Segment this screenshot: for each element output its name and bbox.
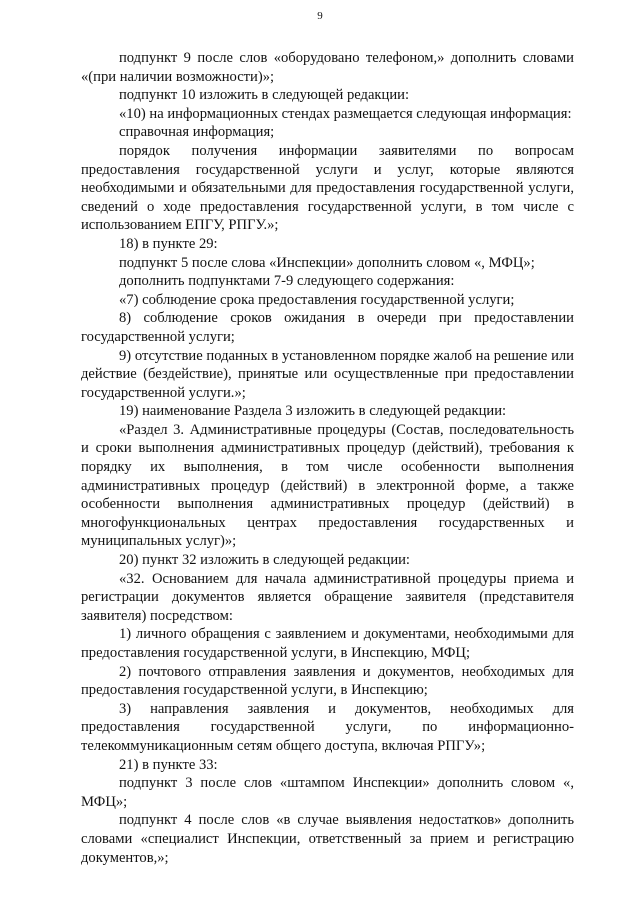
paragraph: «32. Основанием для начала административной процедуры приема и регистрации документов является обращение заявителя (представителя заявителя) посредством: — [81, 570, 574, 624]
paragraph: порядок получения информации заявителями по вопросам предоставления государственной услуги и услуг, которые являются необходимыми и обязательными для предоставления государственной услуги, сведений о ходе предоставления государственной услуги, в том числе с использованием ЕПГУ, РПГУ.»; — [81, 142, 574, 234]
paragraph: «Раздел 3. Административные процедуры (Состав, последовательность и сроки выполнения административных процедур (действий), требования к порядку их выполнения, в том числе особенности выполнения административных процедур (действий) в электронной форме, а также особенности выполнения административных процедур (действий) в многофункциональных центрах предоставления государственных и муниципальных услуг)»; — [81, 421, 574, 550]
paragraph: 2) почтового отправления заявления и документов, необходимых для предоставления государственной услуги, в Инспекцию; — [81, 663, 574, 699]
page-number: 9 — [317, 10, 323, 22]
paragraph: 9) отсутствие поданных в установленном порядке жалоб на решение или действие (бездействие), принятые или осуществленные при предоставлении государственной услуги.»; — [81, 347, 574, 401]
paragraph: «10) на информационных стендах размещается следующая информация: — [119, 105, 572, 122]
paragraph: подпункт 10 изложить в следующей редакции: — [119, 87, 410, 104]
paragraph: справочная информация; — [119, 124, 275, 141]
paragraph: 1) личного обращения с заявлением и документами, необходимыми для предоставления государственной услуги, в Инспекцию, МФЦ; — [81, 626, 574, 661]
paragraph: 18) в пункте 29: — [119, 235, 218, 252]
paragraph: подпункт 3 после слов «штампом Инспекции» дополнить словом «, МФЦ»; — [81, 775, 574, 810]
paragraph: 8) соблюдение сроков ожидания в очереди при предоставлении государственной услуги; — [81, 310, 574, 345]
paragraph: подпункт 5 после слова «Инспекции» дополнить словом «, МФЦ»; — [119, 254, 535, 271]
paragraph: 3) направления заявления и документов, необходимых для предоставления государственной услуги, по информационно-телекоммуникационным сетям общего доступа, включая РПГУ»; — [81, 700, 574, 754]
paragraph: 19) наименование Раздела 3 изложить в следующей редакции: — [119, 403, 507, 420]
document-body — [81, 49, 574, 867]
paragraph: подпункт 9 после слов «оборудовано телефоном,» дополнить словами «(при наличии возможности)»; — [81, 50, 574, 85]
paragraph: 21) в пункте 33: — [119, 756, 218, 773]
paragraph: «7) соблюдение срока предоставления государственной услуги; — [119, 291, 515, 308]
paragraph: подпункт 4 после слов «в случае выявления недостатков» дополнить словами «специалист Инспекции, ответственный за прием и регистрацию документов,»; — [81, 812, 574, 866]
paragraph: дополнить подпунктами 7-9 следующего содержания: — [119, 273, 455, 290]
paragraph: 20) пункт 32 изложить в следующей редакции: — [119, 552, 410, 569]
